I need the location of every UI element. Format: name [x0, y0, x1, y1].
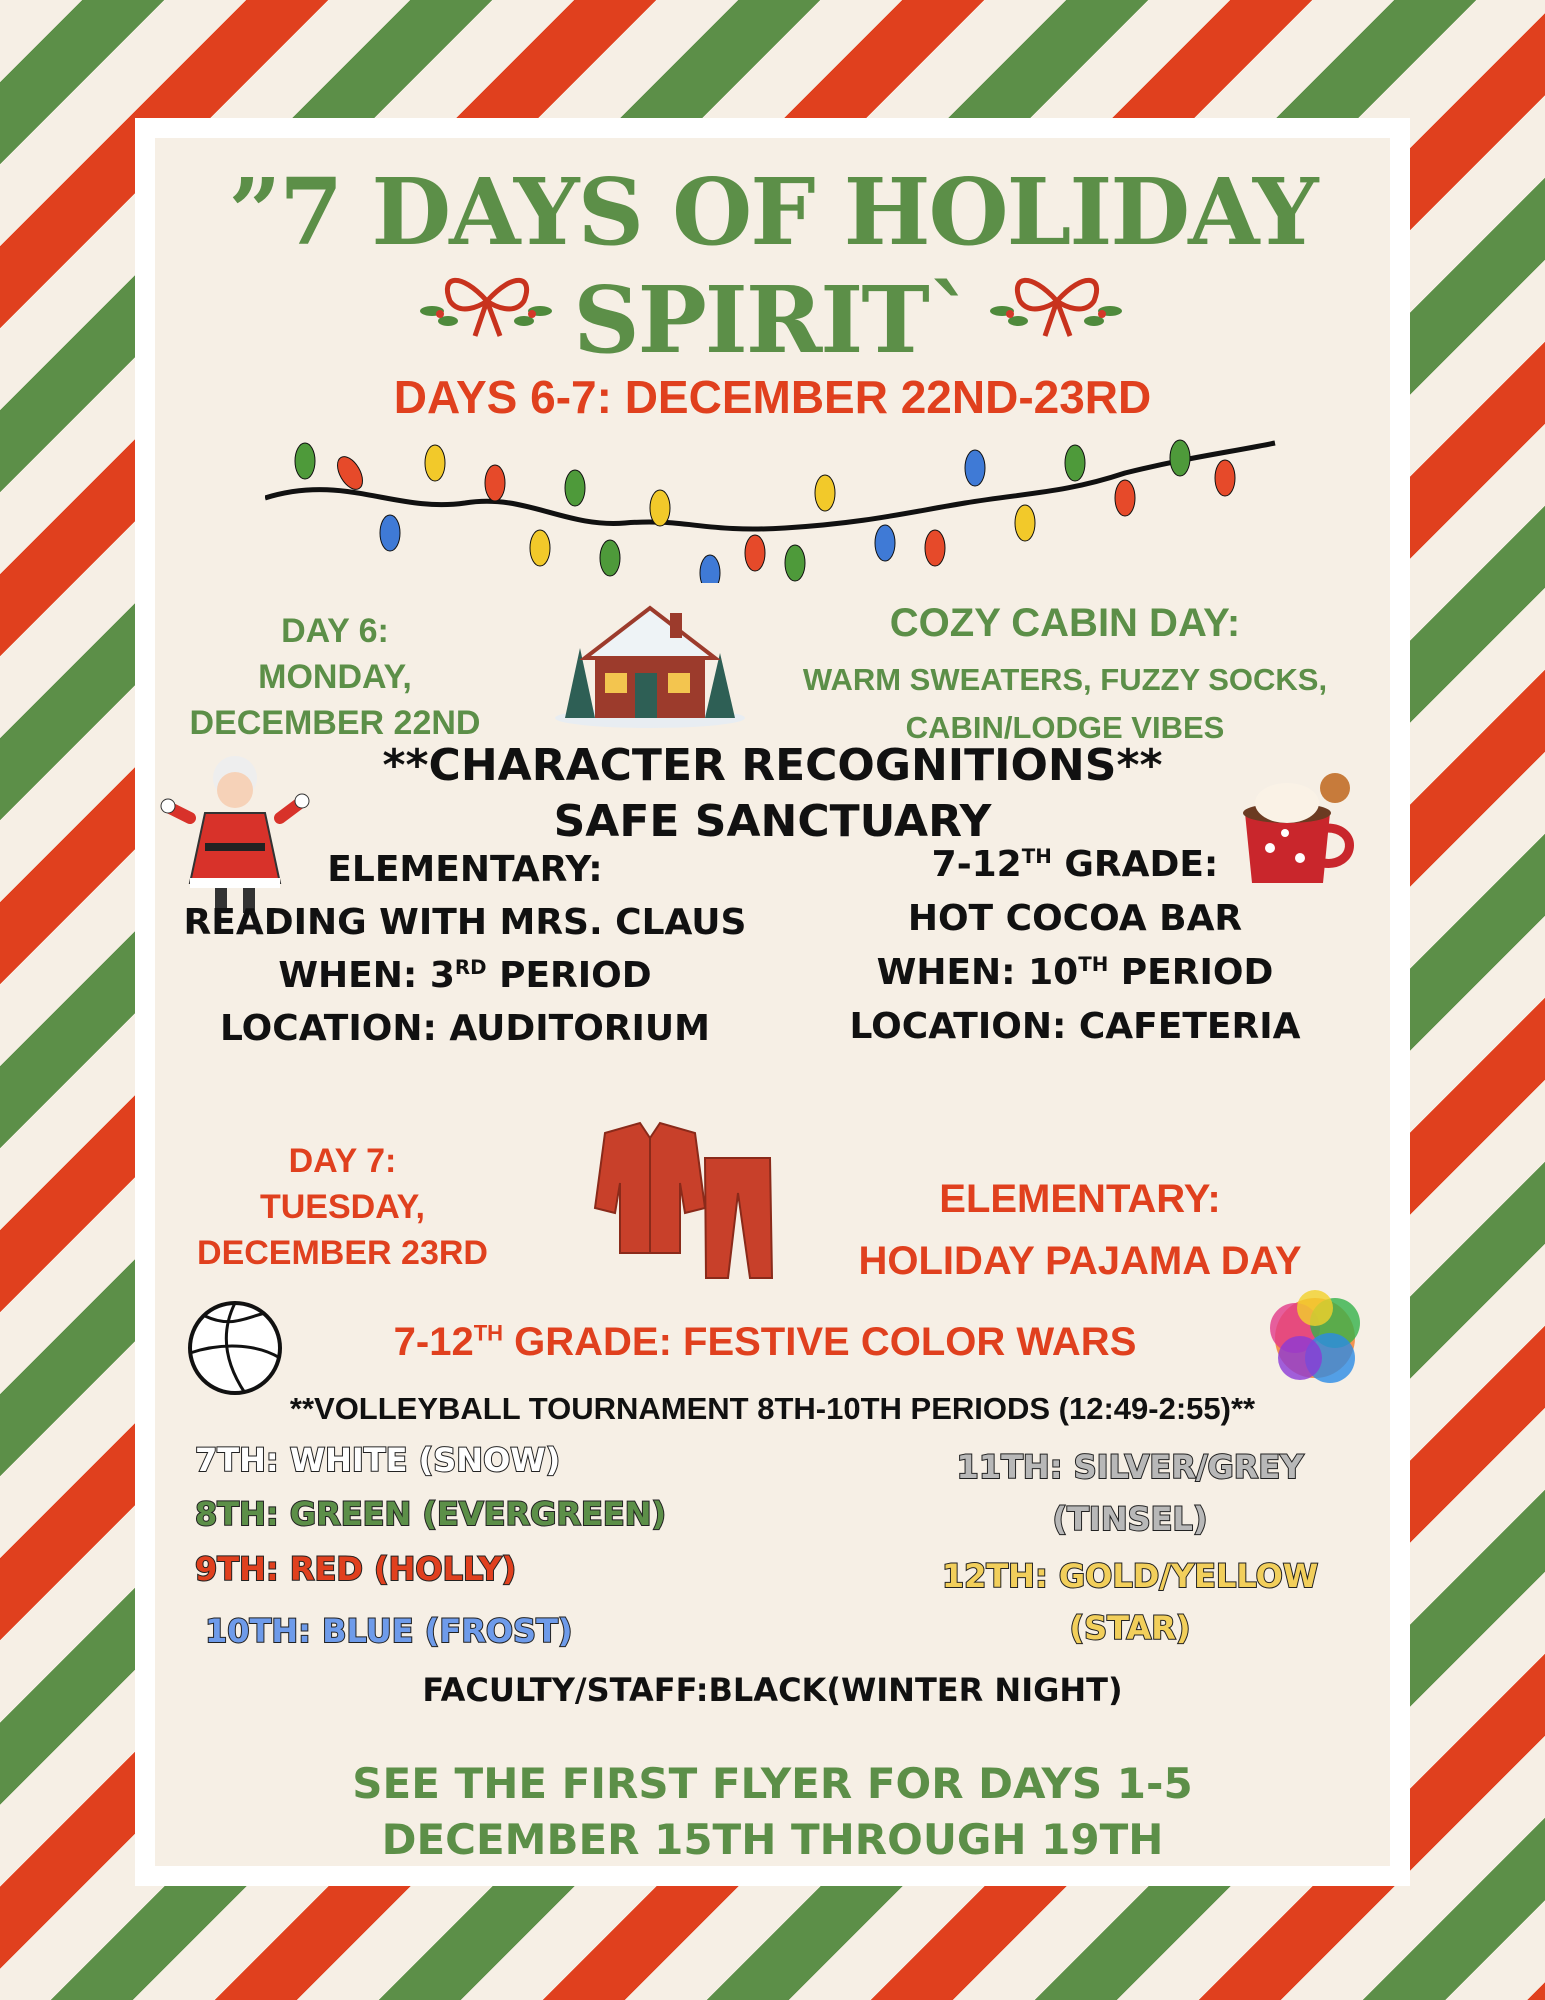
flyer-panel	[135, 118, 1410, 1886]
elementary-event-when	[165, 949, 765, 1002]
day7-elementary-theme: HOLIDAY PAJAMA DAY	[858, 1239, 1302, 1283]
day7-label-line: DAY 7:	[288, 1142, 397, 1180]
pajamas-icon	[580, 1118, 780, 1283]
when-sup: RD	[454, 956, 487, 979]
day7-label-line: TUESDAY,	[259, 1188, 426, 1226]
secondary-event	[795, 838, 1355, 1054]
title-line-1: ”7 DAYS OF HOLIDAY	[228, 158, 1317, 266]
title-line-2: SPIRITˋ	[573, 266, 972, 374]
secondary-event-activity: HOT COCOA BAR	[907, 898, 1243, 939]
grade-8-color: 8TH: GREEN (EVERGREEN)	[195, 1495, 667, 1533]
grade-12-line: 12TH: GOLD/YELLOW	[941, 1557, 1319, 1595]
day7-elementary	[805, 1168, 1355, 1292]
volleyball-icon	[185, 1298, 285, 1398]
heading-sup: TH	[473, 1320, 504, 1346]
faculty-color: FACULTY/STAFF:BLACK(WINTER NIGHT)	[422, 1671, 1123, 1709]
color-wars-heading	[285, 1320, 1245, 1365]
elementary-event-activity: READING WITH MRS. CLAUS	[183, 902, 747, 943]
bow-mistletoe-icon	[990, 266, 1125, 341]
secondary-event-location: LOCATION: CAFETERIA	[849, 1006, 1301, 1047]
grade-10-color: 10TH: BLUE (FROST)	[205, 1612, 573, 1650]
footer-line-2: DECEMBER 15TH THROUGH 19TH	[381, 1815, 1164, 1864]
elementary-event-location: LOCATION: AUDITORIUM	[220, 1008, 710, 1049]
day6-label-line: DECEMBER 22ND	[189, 704, 481, 742]
footer	[155, 1756, 1390, 1868]
grade-12-color	[905, 1550, 1355, 1654]
day6-theme-desc-line: CABIN/LODGE VIBES	[905, 710, 1225, 745]
subtitle: DAYS 6-7: DECEMBER 22ND-23RD	[393, 371, 1152, 423]
christmas-lights-icon	[265, 433, 1285, 583]
when-suffix: PERIOD	[486, 955, 652, 996]
grade-11-line: 11TH: SILVER/GREY	[956, 1448, 1304, 1486]
secondary-event-heading	[795, 838, 1355, 892]
day6-label	[155, 608, 515, 746]
character-heading	[155, 738, 1390, 850]
day7-label	[165, 1138, 520, 1276]
flyer-title	[155, 158, 1390, 374]
when-prefix: WHEN: 3	[278, 955, 455, 996]
day6-label-line: MONDAY,	[258, 658, 412, 696]
grade-11-line: (TINSEL)	[1052, 1500, 1208, 1538]
grade-11-color	[905, 1441, 1355, 1545]
heading-suffix: GRADE: FESTIVE COLOR WARS	[503, 1320, 1137, 1364]
color-burst-icon	[1255, 1283, 1375, 1393]
day7-label-line: DECEMBER 23RD	[197, 1234, 488, 1272]
heading-suffix: GRADE:	[1051, 844, 1219, 885]
character-line-2: SAFE SANCTUARY	[553, 796, 992, 847]
elementary-event-heading: ELEMENTARY:	[327, 849, 603, 890]
heading-prefix: 7-12	[931, 844, 1022, 885]
character-line-1: **CHARACTER RECOGNITIONS**	[382, 740, 1163, 791]
heading-sup: TH	[1021, 845, 1052, 868]
footer-line-1: SEE THE FIRST FLYER FOR DAYS 1-5	[352, 1759, 1193, 1808]
grade-9-color: 9TH: RED (HOLLY)	[195, 1550, 517, 1588]
grade-7-color: 7TH: WHITE (SNOW)	[195, 1441, 561, 1479]
heading-prefix: 7-12	[393, 1320, 474, 1364]
day7-elementary-heading: ELEMENTARY:	[939, 1177, 1221, 1221]
elementary-event	[165, 843, 765, 1055]
when-suffix: PERIOD	[1108, 952, 1274, 993]
bow-mistletoe-icon	[420, 266, 555, 341]
when-sup: TH	[1078, 953, 1109, 976]
day6-theme-title: COZY CABIN DAY:	[889, 601, 1241, 645]
day6-label-line: DAY 6:	[281, 612, 389, 650]
cabin-icon	[550, 578, 750, 728]
day6-theme-desc-line: WARM SWEATERS, FUZZY SOCKS,	[802, 662, 1328, 697]
tournament-line: **VOLLEYBALL TOURNAMENT 8TH-10TH PERIODS (12:49-2:55)**	[289, 1391, 1256, 1426]
grade-12-line: (STAR)	[1069, 1609, 1191, 1647]
when-prefix: WHEN: 10	[876, 952, 1079, 993]
secondary-event-when	[795, 946, 1355, 1000]
